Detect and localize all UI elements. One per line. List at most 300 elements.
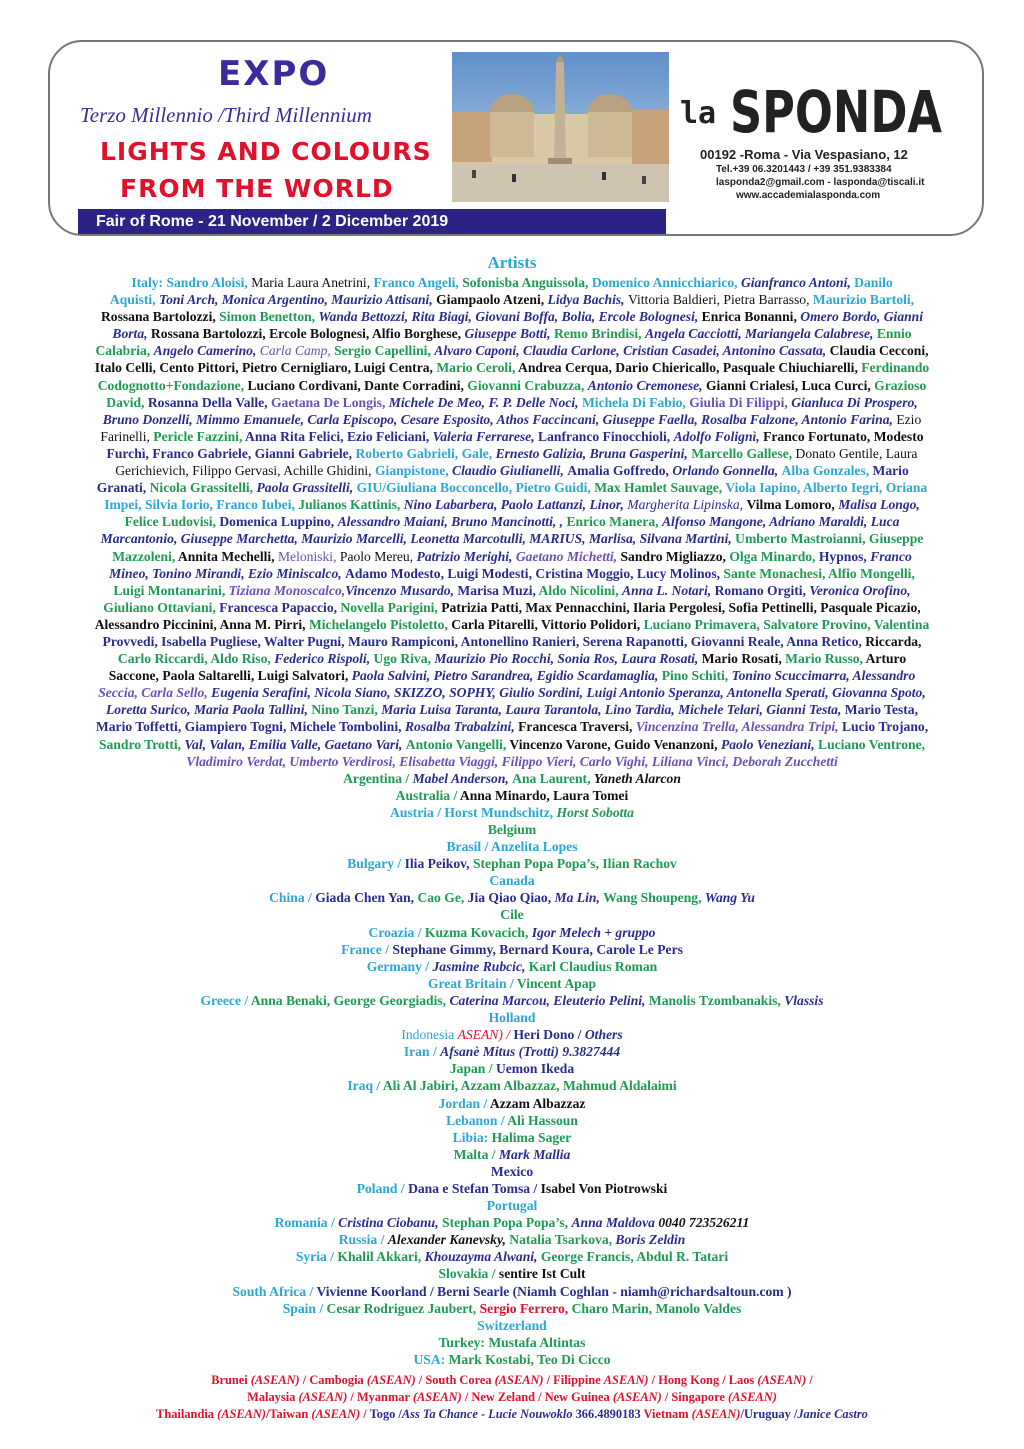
artist-line xyxy=(22,1197,1002,1214)
name-segment: Luigi Montanarini, xyxy=(113,582,229,598)
name-segment: Mazzoleni, xyxy=(112,548,178,564)
name-segment: (ASEAN) xyxy=(691,1407,741,1421)
name-segment: (ASEAN) xyxy=(311,1407,361,1421)
name-segment: Seccia, Carla Sello, xyxy=(98,685,212,701)
name-segment: Roberto Gabrieli, Gale, xyxy=(355,445,496,461)
name-segment: Grazioso xyxy=(874,377,927,393)
name-segment: Ferdinando xyxy=(861,360,930,376)
name-segment: Pericle Fazzini, xyxy=(153,428,245,444)
name-segment: George Francis, Abdul R. Tatari xyxy=(540,1249,729,1265)
name-segment: Novella Parigini, xyxy=(340,599,442,615)
name-segment: / Singapore xyxy=(661,1390,728,1404)
name-segment: Turkey: Mustafa Altintas xyxy=(438,1334,586,1350)
name-segment: Amalia Goffredo, xyxy=(567,463,673,479)
name-segment: Alessandro Piccinini, Anna M. Pirri, xyxy=(94,616,309,632)
name-segment: / Hong Kong / Laos xyxy=(648,1373,758,1387)
name-segment: Canada xyxy=(489,873,535,889)
from-title: FROM THE WORLD xyxy=(120,174,394,203)
name-segment: Rosalba Trabalzini, xyxy=(404,719,519,735)
name-segment: Francesca Traversi, xyxy=(518,719,636,735)
name-segment: Paolo Mereu, xyxy=(339,548,417,564)
name-segment: Mario Russo, xyxy=(785,651,866,667)
name-segment: Franco Angeli, xyxy=(373,275,463,290)
name-segment: Ugo Riva, xyxy=(373,651,435,667)
name-segment: Domenica Luppino, xyxy=(219,514,338,530)
name-segment: Provvedi, Isabella Pugliese, Walter Pugni, xyxy=(102,633,348,649)
name-segment: Paola Grassitelli, xyxy=(256,480,357,496)
artist-line xyxy=(22,1265,1002,1282)
name-segment: Kuzma Kovacich, xyxy=(424,924,532,940)
name-segment: Holland xyxy=(488,1010,536,1026)
name-segment: Arturo xyxy=(865,651,907,667)
name-segment: Vlassis xyxy=(784,992,824,1008)
name-segment: Belgium xyxy=(487,822,537,837)
name-segment: Stephan Popa Popa’s, xyxy=(442,1215,572,1231)
name-segment: Domenico Annicchiarico, xyxy=(591,275,741,290)
name-segment: Julianos Kattinis, xyxy=(298,497,404,513)
artist-line xyxy=(22,650,1002,667)
name-segment: / Myanmar xyxy=(347,1390,413,1404)
asean-line xyxy=(0,1373,1024,1388)
artist-line xyxy=(22,359,1002,376)
name-segment: Claudia Cecconi, xyxy=(829,343,929,359)
name-segment: Alba Gonzales, xyxy=(781,463,873,479)
name-segment: Omero Bordo, Gianni xyxy=(800,309,924,325)
name-segment: /Taiwan xyxy=(265,1407,312,1421)
name-segment: (ASEAN) xyxy=(612,1390,662,1404)
name-segment: Spain / xyxy=(282,1300,327,1316)
artist-line xyxy=(22,308,1002,325)
name-segment: 0040 723526211 xyxy=(658,1215,750,1231)
name-segment: Manolis Tzombanakis, xyxy=(648,992,785,1008)
name-segment: Mark Kostabi, Teo Di Cicco xyxy=(448,1351,611,1367)
name-segment: Tiziana Monoscalco, xyxy=(228,582,346,598)
name-segment: Wang Yu xyxy=(704,890,755,906)
artist-line xyxy=(22,1214,1002,1231)
name-segment: Giuseppe Botti, xyxy=(464,326,554,342)
name-segment: / xyxy=(360,1407,370,1421)
artist-line xyxy=(22,667,1002,684)
name-segment: Alexander Kanevsky, xyxy=(387,1232,510,1248)
name-segment: / Filippine xyxy=(543,1373,604,1387)
name-segment: Austria / Horst Mundschitz, xyxy=(390,804,557,820)
name-segment: (ASEAN) xyxy=(494,1373,544,1387)
name-segment: Giuliano Ottaviani, xyxy=(103,599,220,615)
name-segment: sentire Ist Cult xyxy=(498,1266,586,1282)
name-segment: Nino Labarbera, Paolo Lattanzi, Linor, xyxy=(403,497,628,513)
artist-line xyxy=(22,462,1002,479)
name-segment: Carlo Riccardi, Aldo Riso, xyxy=(117,651,275,667)
name-segment: Yaneth Alarcon xyxy=(593,770,681,786)
name-segment: Switzerland xyxy=(477,1317,547,1333)
name-segment: Michela Di Fabio, xyxy=(581,394,690,410)
name-segment: Patrizia Patti, Max Pennacchini, Ilaria Pergolesi, Sofia Pettinelli, Pasquale Picazio, xyxy=(441,599,921,615)
name-segment: Halima Sager xyxy=(491,1129,572,1145)
name-segment: Croazia / xyxy=(368,924,425,940)
name-segment: Rossana Bartolozzi, Ercole Bolognesi, Alfio Borghese, xyxy=(150,326,465,342)
piazza-photo xyxy=(452,52,669,202)
name-segment: Luciano Cordivani, Dante Corradini, xyxy=(247,377,468,393)
artist-line xyxy=(22,1231,1002,1248)
name-segment: Mario xyxy=(872,463,909,479)
name-segment: Maurizio Pio Rocchi, Sonia Ros, Laura Rosati, xyxy=(434,651,702,667)
name-segment: Mario Toffetti, Giampiero Togni, Michele Tombolini, xyxy=(95,719,405,735)
artist-line xyxy=(22,992,1002,1009)
name-segment: Val, Valan, xyxy=(184,736,249,752)
name-segment: David, xyxy=(106,394,148,410)
name-segment: Portugal xyxy=(486,1198,538,1214)
artist-line xyxy=(22,958,1002,975)
name-segment: Sante Monachesi, Alfio Mongelli, xyxy=(723,565,915,581)
name-segment: Donato Gentile, Laura xyxy=(795,445,918,461)
name-segment: Dana e Stefan Tomsa / xyxy=(408,1180,541,1196)
name-segment: Giada Chen Yan, xyxy=(315,890,418,906)
name-segment: Annita Mechelli, xyxy=(177,548,278,564)
telephone: Tel.+39 06.3201443 / +39 351.9383384 xyxy=(716,164,892,175)
artist-line xyxy=(22,582,1002,599)
artist-line xyxy=(22,496,1002,513)
name-segment: Australia / xyxy=(395,787,460,803)
name-segment: Remo Brindisi, xyxy=(553,326,645,342)
name-segment: Granati, xyxy=(96,480,150,496)
name-segment: Anna Maldova xyxy=(571,1215,659,1231)
name-segment: Igor Melech + gruppo xyxy=(531,924,656,940)
website[interactable]: www.accademialasponda.com xyxy=(736,190,881,201)
name-segment: Olga Minardo, xyxy=(729,548,819,564)
name-segment: Borta, xyxy=(112,326,151,342)
name-segment: Sergio Capellini, xyxy=(334,343,435,359)
artist-line xyxy=(22,1129,1002,1146)
artist-line xyxy=(22,428,1002,445)
asean-line xyxy=(0,1390,1024,1405)
name-segment: Thailandia xyxy=(156,1407,218,1421)
lights-title: LIGHTS AND COLOURS xyxy=(100,137,432,166)
name-segment: Anna Benaki, George Georgiadis, xyxy=(250,992,450,1008)
name-segment: Uemon Ikeda xyxy=(495,1061,575,1077)
name-segment: Alessandro Maiani, Bruno Mancinotti, , xyxy=(337,514,567,530)
name-segment: (ASEAN) xyxy=(250,1373,300,1387)
artist-line xyxy=(22,1317,1002,1334)
name-segment: Farinelli, xyxy=(100,428,154,444)
name-segment: Patrizio Merighi, xyxy=(416,548,516,564)
name-segment: Tonino Scuccimarra, Alessandro xyxy=(731,668,916,684)
email[interactable]: lasponda2@gmail.com - lasponda@tiscali.it xyxy=(716,177,925,188)
name-segment: Lebanon / xyxy=(446,1112,508,1128)
name-segment: Libia: xyxy=(452,1129,492,1145)
name-segment: Mario Ceroli, xyxy=(436,360,518,376)
name-segment: Francesca Papaccio, xyxy=(219,599,341,615)
name-segment: Jasmine Rubcic, xyxy=(432,958,529,974)
name-segment: Umberto Mastroianni, Giuseppe xyxy=(735,531,924,547)
artist-line xyxy=(22,1300,1002,1317)
logo-la: la xyxy=(680,96,717,131)
name-segment: Syria / xyxy=(295,1249,338,1265)
artist-line xyxy=(22,804,1002,821)
name-segment: Antonio Vangelli, xyxy=(405,736,510,752)
name-segment: Enrica Bonanni, xyxy=(701,309,801,325)
name-segment: GIU/Giuliana Bocconcello, Pietro Guidi, xyxy=(356,480,595,496)
name-segment: (ASEAN) xyxy=(757,1373,807,1387)
name-segment: Furchì, Franco Gabriele, Gianni Gabriele, xyxy=(106,445,356,461)
artist-line xyxy=(211,1373,813,1387)
name-segment: Marcantonio, Giuseppe Marchetta, Maurizio Marcelli, Leonetta Marcotulli, MARIUS, Marlisa, Silvana Martini, xyxy=(100,531,736,547)
name-segment: Ernesto Galizia, Bruna Gasperini, xyxy=(495,445,692,461)
name-segment: Paola Salvini, Pietro Sarandrea, Egidio Scardamaglia, xyxy=(351,668,662,684)
name-segment: Vincenzo Varone, Guido Venanzoni, xyxy=(509,736,721,752)
name-segment: Ezio xyxy=(896,411,922,427)
name-segment: Lucio Trojano, xyxy=(841,719,929,735)
name-segment: Angelo Camerino, xyxy=(153,343,260,359)
name-segment: Natalia Tsarkova, xyxy=(509,1232,616,1248)
name-segment: Karl Claudius Roman xyxy=(528,958,658,974)
name-segment: Codognotto+Fondazione, xyxy=(97,377,248,393)
artist-line xyxy=(22,1163,1002,1180)
artist-line xyxy=(22,616,1002,633)
name-segment: Michele De Meo, F. P. Delle Noci, xyxy=(388,394,582,410)
name-segment: Romania / xyxy=(274,1215,339,1231)
name-segment: Maria Laura Anetrini, xyxy=(251,275,374,290)
fair-banner: Fair of Rome - 21 November / 2 Dicember 2019 xyxy=(78,209,666,234)
name-segment: (ASEAN) xyxy=(727,1390,777,1404)
name-segment: (ASEAN) xyxy=(298,1390,348,1404)
name-segment: Mario Rosati, xyxy=(701,651,786,667)
address: 00192 -Roma - Via Vespasiano, 12 xyxy=(700,147,908,162)
name-segment: Jia Qiao Qiao, xyxy=(467,890,555,906)
name-segment: Luciano Ventrone, xyxy=(818,736,926,752)
name-segment: South Africa / xyxy=(232,1283,317,1299)
name-segment: Horst Sobotta xyxy=(556,804,634,820)
name-segment: Marcello Gallese, xyxy=(691,445,796,461)
name-segment: Ilia Peikov, xyxy=(404,856,473,872)
name-segment: Veronica Orofino, xyxy=(809,582,911,598)
name-segment: Caterina Marcou, Eleuterio Pelini, xyxy=(449,992,649,1008)
name-segment: Loretta Surico, Maria Paola Tallini, xyxy=(105,702,312,718)
name-segment: Alfonso Mangone, Adriano Maraldi, Luca xyxy=(661,514,900,530)
artist-line xyxy=(22,838,1002,855)
name-segment: Adamo Modesto, Luigi Modesti, Cristina Moggio, Lucy Molinos, xyxy=(345,565,724,581)
name-segment: Mario Testa, xyxy=(844,702,919,718)
name-segment: Gaetano Michetti, xyxy=(515,548,621,564)
name-segment: Heri Dono / xyxy=(513,1027,585,1043)
name-segment: Ana Laurent, xyxy=(512,770,594,786)
name-segment: Maria Luisa Taranta, Laura Tarantola, Lino Tardia, Michele Telari, Gianni Testa, xyxy=(381,702,845,718)
name-segment: Anna L. Notari, xyxy=(622,582,715,598)
asean-line xyxy=(0,1407,1024,1422)
artist-list xyxy=(22,274,1002,1368)
name-segment: Mauro Rampiconi, Antonellino Ranieri, Serena Rapanotti, Giovanni Reale, Anna Retico, xyxy=(347,633,866,649)
name-segment: Impei, Silvia Iorio, Franco Iubei, xyxy=(104,497,299,513)
artist-line xyxy=(22,889,1002,906)
artist-line xyxy=(22,736,1002,753)
subtitle: Terzo Millennio /Third Millennium xyxy=(80,103,372,127)
name-segment: Simon Benetton, xyxy=(219,309,319,325)
name-segment: Brasil / Anzelita Lopes xyxy=(446,839,578,855)
artist-line xyxy=(22,530,1002,547)
name-segment: Angela Cacciotti, Mariangela Calabrese, xyxy=(644,326,877,342)
logo-sponda-text: SPONDA xyxy=(730,78,943,146)
name-segment: / xyxy=(806,1373,813,1387)
name-segment: Indonesia xyxy=(401,1027,458,1043)
artist-line xyxy=(22,1009,1002,1026)
artist-line xyxy=(22,1334,1002,1351)
artist-line xyxy=(22,975,1002,992)
name-segment: Sandro Trotti, xyxy=(98,736,185,752)
name-segment: France / xyxy=(341,941,393,957)
artist-line xyxy=(22,906,1002,923)
name-segment: Riccarda, xyxy=(865,633,922,649)
name-segment: Romano Orgiti, xyxy=(714,582,810,598)
name-segment: Danilo xyxy=(854,275,893,290)
name-segment: Azzam Albazzaz xyxy=(489,1095,586,1111)
artist-line xyxy=(22,633,1002,650)
name-segment: Adolfo Folignì, xyxy=(673,428,764,444)
name-segment: / New Zeland / New Guinea xyxy=(461,1390,613,1404)
artist-line xyxy=(22,684,1002,701)
artist-line xyxy=(22,855,1002,872)
name-segment: China / xyxy=(269,890,316,906)
name-segment: Valeria Ferrarese, xyxy=(432,428,539,444)
artist-line xyxy=(22,291,1002,308)
artist-line xyxy=(22,924,1002,941)
artists-title: Artists xyxy=(487,253,537,272)
name-segment: Nicola Grassitelli, xyxy=(149,480,257,496)
name-segment: Wanda Bettozzi, Rita Biagi, Giovani Boffa, Bolia, Ercole Bolognesi, xyxy=(318,309,702,325)
name-segment: Gianni Crialesi, Luca Curci, xyxy=(705,377,875,393)
name-segment: Slovakia / xyxy=(438,1266,499,1282)
artist-line xyxy=(22,1077,1002,1094)
name-segment: Marisa Muzi, xyxy=(457,582,539,598)
name-segment: Janice Castro xyxy=(797,1407,868,1421)
name-segment: Giampaolo Atzeni, xyxy=(436,292,548,308)
name-segment: ASEAN) / xyxy=(457,1027,514,1043)
name-segment: Gerichievich, Filippo Gervasi, Achille Ghidini, xyxy=(115,463,375,479)
name-segment: Lanfranco Finocchioli, xyxy=(538,428,674,444)
artist-line xyxy=(22,1248,1002,1265)
name-segment: (ASEAN) xyxy=(412,1390,462,1404)
artist-line xyxy=(22,770,1002,787)
name-segment: Eugenia Serafini, Nicola Siano, SKIZZO, SOPHY, Giulio Sordini, Luigi Antonio Speranza, Antonella Sperati, Giovanna Spoto, xyxy=(211,685,926,701)
name-segment: Aldo Nicolini, xyxy=(538,582,623,598)
name-segment: ASEAN) xyxy=(603,1373,649,1387)
name-segment: Claudio Giulianelli, xyxy=(452,463,568,479)
name-segment: Germany / xyxy=(366,958,433,974)
name-segment: Greece / xyxy=(200,992,251,1008)
name-segment: Malisa Longo, xyxy=(838,497,920,513)
artist-line xyxy=(22,718,1002,735)
artist-line xyxy=(22,941,1002,958)
name-segment: Japan / xyxy=(449,1061,496,1077)
name-segment: Gaetana De Longis, xyxy=(270,394,389,410)
name-segment: Cesar Rodriguez Jaubert, xyxy=(326,1300,480,1316)
name-segment: Luciano Primavera, Salvatore Provino, Valentina xyxy=(643,616,930,632)
name-segment: Togo / xyxy=(369,1407,402,1421)
name-segment: Anna Rita Felici, Ezio Feliciani, xyxy=(245,428,433,444)
name-segment: (ASEAN) xyxy=(366,1373,416,1387)
name-segment: Aquisti, xyxy=(109,292,160,308)
name-segment: Emilia Valle, Gaetano Vari, xyxy=(248,736,406,752)
name-segment: Vittoria Baldieri, Pietra Barrasso, xyxy=(627,292,813,308)
name-segment: Charo Marin, Manolo Valdes xyxy=(571,1300,742,1316)
name-segment: Vivienne Koorland / Berni Searle (Niamh Coghlan - niamh@richardsaltoun.com ) xyxy=(316,1283,792,1299)
name-segment: Carla Camp, xyxy=(259,343,335,359)
name-segment: Hypnos, xyxy=(818,548,871,564)
artist-line xyxy=(22,377,1002,394)
artist-line xyxy=(22,1146,1002,1163)
name-segment: Sofonisba Anguissola, xyxy=(462,275,592,290)
name-segment: Khouzayma Alwani, xyxy=(424,1249,541,1265)
name-segment: Iraq / xyxy=(347,1078,383,1094)
artist-line xyxy=(22,1060,1002,1077)
name-segment: Rossana Bartolozzi, xyxy=(100,309,220,325)
expo-title: EXPO xyxy=(218,54,330,94)
name-segment: Stephan Popa Popa’s, Ilian Rachov xyxy=(472,856,677,872)
name-segment: Isabel Von Piotrowski xyxy=(540,1180,668,1196)
artist-line xyxy=(156,1407,868,1421)
name-segment: Others xyxy=(584,1027,623,1043)
name-segment: Vladimiro Verdat, Umberto Verdirosi, Elisabetta Viaggi, Filippo Vieri, Carlo Vighi, Liliana Vinci, Deborah Zucchetti xyxy=(186,753,838,769)
artist-line xyxy=(22,548,1002,565)
artist-line xyxy=(22,342,1002,359)
name-segment: / Cambogia xyxy=(299,1373,367,1387)
artist-line xyxy=(22,1180,1002,1197)
name-segment: /Uruguay / xyxy=(740,1407,798,1421)
name-segment: Gianluca Di Prospero, xyxy=(791,394,918,410)
name-segment: Lidya Bachis, xyxy=(547,292,628,308)
artist-line xyxy=(247,1390,777,1404)
name-segment: Ma Lin, xyxy=(554,890,604,906)
name-segment: Cristina Ciobanu, xyxy=(338,1215,443,1231)
logo-sponda xyxy=(730,78,944,146)
name-segment: Mexico xyxy=(490,1163,534,1179)
name-segment: Russia / xyxy=(338,1232,388,1248)
name-segment: Viola Iapino, Alberto Iegri, Oriana xyxy=(725,480,928,496)
name-segment: USA: xyxy=(413,1351,449,1367)
name-segment: Khalil Akkari, xyxy=(337,1249,425,1265)
name-segment: Stephane Gimmy, Bernard Koura, Carole Le Pers xyxy=(392,941,683,957)
name-segment: Wang Shoupeng, xyxy=(603,890,705,906)
artist-line xyxy=(22,821,1002,838)
name-segment: Italy: Sandro Aloisi, xyxy=(131,275,252,290)
artist-line xyxy=(22,394,1002,411)
artist-line xyxy=(22,325,1002,342)
name-segment: Mineo, Tonino Mirandi, Ezio Miniscalco, xyxy=(109,565,346,581)
artist-line xyxy=(22,1026,1002,1043)
name-segment: Vincenzina Trella, Alessandra Tripi, xyxy=(635,719,842,735)
name-segment: Argentina / xyxy=(343,770,413,786)
artist-line xyxy=(22,565,1002,582)
name-segment: Saccone, Paola Saltarelli, Luigi Salvatori, xyxy=(108,668,352,684)
name-segment: Cao Ge, xyxy=(417,890,468,906)
name-segment: Paolo Veneziani, xyxy=(720,736,818,752)
artist-line xyxy=(22,872,1002,889)
name-segment: Vietnam xyxy=(643,1407,692,1421)
artist-line xyxy=(22,1112,1002,1129)
artist-line xyxy=(22,701,1002,718)
name-segment: Antonio Cremonese, xyxy=(587,377,706,393)
name-segment: Max Hamlet Sauvage, xyxy=(594,480,726,496)
artist-line xyxy=(22,274,1002,291)
name-segment: Maurizio Bartoli, xyxy=(812,292,915,308)
name-segment: Boris Zeldin xyxy=(615,1232,686,1248)
artist-line xyxy=(22,445,1002,462)
name-segment: Malta / xyxy=(453,1146,499,1162)
name-segment: Alì Al Jabiri, Azzam Albazzaz, Mahmud Aldalaimi xyxy=(382,1078,677,1094)
name-segment: Pino Schiti, xyxy=(661,668,732,684)
name-segment: Alì Hassoun xyxy=(507,1112,578,1128)
name-segment: Franco xyxy=(870,548,912,564)
name-segment: Michelangelo Pistoletto, xyxy=(308,616,452,632)
name-segment: Calabria, xyxy=(95,343,154,359)
